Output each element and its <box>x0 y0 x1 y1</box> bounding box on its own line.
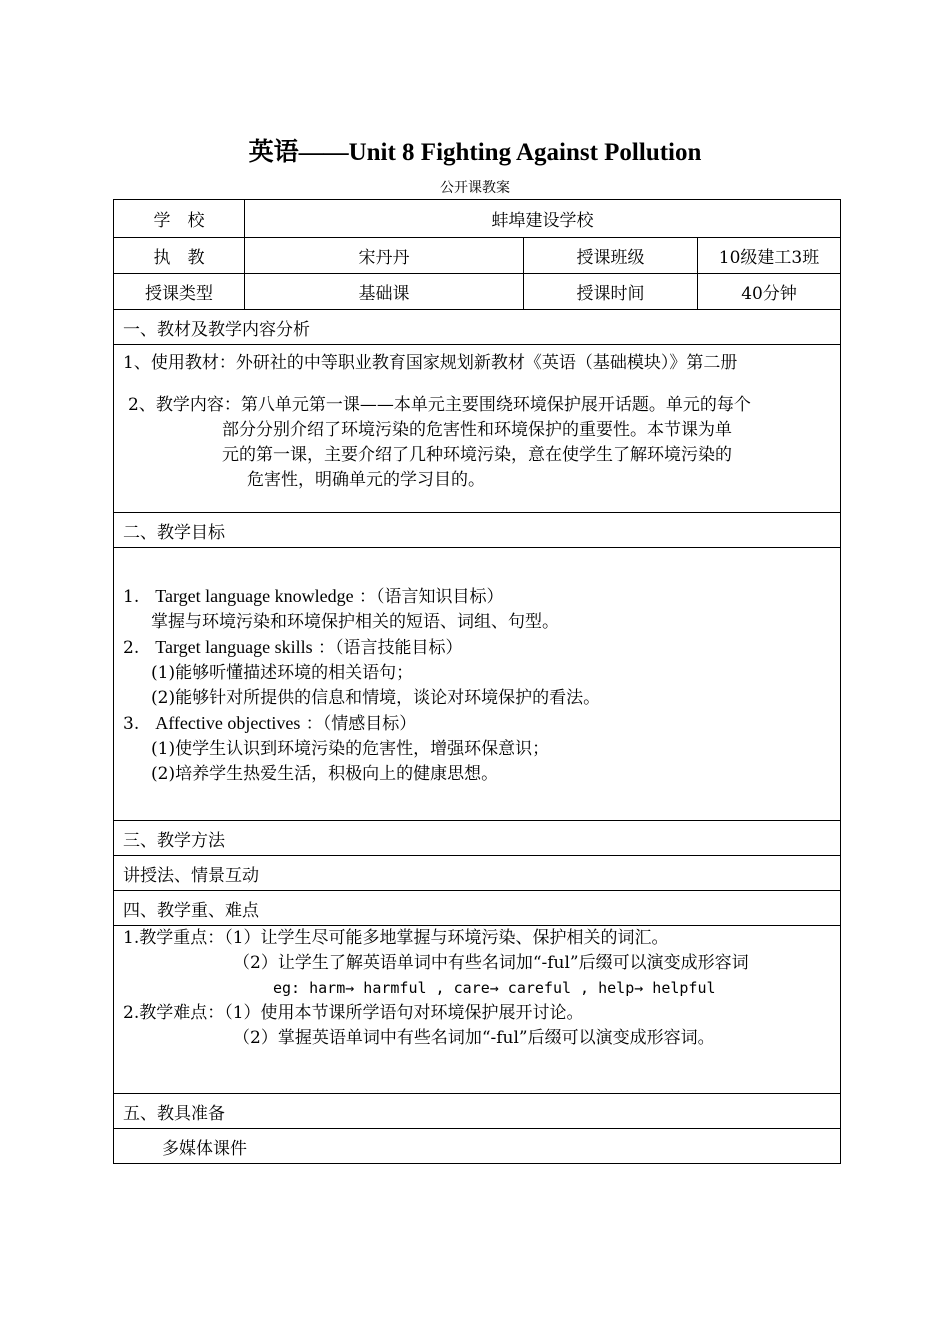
type-value: 基础课 <box>245 274 524 310</box>
objective-3-label: ：（情感目标） <box>305 714 417 734</box>
section-5-body-row <box>114 1129 841 1164</box>
teaching-aids: 多媒体课件 <box>114 1129 841 1164</box>
class-value: 10级建工3班 <box>698 238 841 274</box>
key-point-example: eg: harm→ harmful , care→ careful , help→ helpful <box>273 979 716 997</box>
section-1-heading-row <box>114 310 841 345</box>
school-value: 蚌埠建设学校 <box>245 200 841 238</box>
school-row <box>114 200 841 238</box>
textbook-line: 1、使用教材：外研社的中等职业教育国家规划新教材《英语（基础模块）》第二册 <box>123 353 738 373</box>
objective-1-number: 1. <box>123 587 140 607</box>
section-2-heading: 二、教学目标 <box>114 513 841 548</box>
section-2-heading-row <box>114 513 841 548</box>
section-2-body <box>114 548 841 821</box>
objective-3-title: Affective objectives <box>155 713 301 733</box>
key-point-1-text: （1）让学生尽可能多地掌握与环境污染、保护相关的词汇。 <box>224 928 669 948</box>
section-5-heading-row <box>114 1094 841 1129</box>
content-line-2: 部分分别介绍了环境污染的危害性和环境保护的重要性。本节课为单 <box>222 420 732 440</box>
time-label: 授课时间 <box>524 274 698 310</box>
objective-1-title: Target language knowledge <box>155 586 354 606</box>
lesson-plan-table <box>113 199 841 1164</box>
section-4-heading: 四、教学重、难点 <box>114 891 841 926</box>
teacher-row <box>114 238 841 274</box>
class-label: 授课班级 <box>524 238 698 274</box>
difficulties-label: 2.教学难点： <box>123 1003 225 1023</box>
objective-3-line-2: (2)培养学生热爱生活，积极向上的健康思想。 <box>151 764 499 784</box>
difficulty-1-text: （1）使用本节课所学语句对环境保护展开讨论。 <box>224 1003 584 1023</box>
objective-3-number: 3. <box>123 714 140 734</box>
difficulty-1 <box>123 1001 831 1026</box>
key-point-2: （2）让学生了解英语单词中有些名词加“-ful”后缀可以演变成形容词 <box>233 953 749 973</box>
type-label: 授课类型 <box>114 274 245 310</box>
type-row <box>114 274 841 310</box>
section-3-body-row <box>114 856 841 891</box>
objective-2-number: 2. <box>123 638 140 658</box>
objective-3-line-1: (1)使学生认识到环境污染的危害性，增强环保意识； <box>151 739 550 759</box>
section-4-body-row <box>114 926 841 1094</box>
school-label: 学 校 <box>114 200 245 238</box>
content-line-4: 危害性，明确单元的学习目的。 <box>247 470 485 490</box>
section-1-body <box>114 345 841 513</box>
objective-2 <box>123 635 831 661</box>
section-1-heading: 一、教材及教学内容分析 <box>114 310 841 345</box>
content-line-3: 元的第一课，主要介绍了几种环境污染，意在使学生了解环境污染的 <box>222 445 732 465</box>
document-subtitle: 公开课教案 <box>440 180 510 196</box>
objective-1-line: 掌握与环境污染和环境保护相关的短语、词组、句型。 <box>151 612 559 632</box>
teacher-value: 宋丹丹 <box>245 238 524 274</box>
objective-2-line-1: (1)能够听懂描述环境的相关语句； <box>151 663 414 683</box>
objective-2-line-2: (2)能够针对所提供的信息和情境，谈论对环境保护的看法。 <box>151 688 601 708</box>
objective-1-label: ：（语言知识目标） <box>358 587 504 607</box>
section-4-heading-row <box>114 891 841 926</box>
section-3-heading-row <box>114 821 841 856</box>
objective-1 <box>123 584 831 610</box>
key-points-label: 1.教学重点： <box>123 928 225 948</box>
teacher-label: 执 教 <box>114 238 245 274</box>
section-5-heading: 五、教具准备 <box>114 1094 841 1129</box>
content-line-1: 2、教学内容：第八单元第一课——本单元主要围绕环境保护展开话题。单元的每个 <box>128 395 751 415</box>
difficulty-2: （2）掌握英语单词中有些名词加“-ful”后缀可以演变成形容词。 <box>233 1028 715 1048</box>
objective-3 <box>123 711 831 737</box>
objective-2-label: ：（语言技能目标） <box>318 638 463 658</box>
section-1-body-row <box>114 345 841 513</box>
section-3-heading: 三、教学方法 <box>114 821 841 856</box>
objective-2-title: Target language skills <box>155 637 313 657</box>
key-point-1 <box>123 926 831 951</box>
section-4-body <box>114 926 841 1094</box>
time-value: 40分钟 <box>698 274 841 310</box>
section-2-body-row <box>114 548 841 821</box>
document-title: 英语——Unit 8 Fighting Against Pollution <box>248 139 702 166</box>
teaching-methods: 讲授法、情景互动 <box>114 856 841 891</box>
